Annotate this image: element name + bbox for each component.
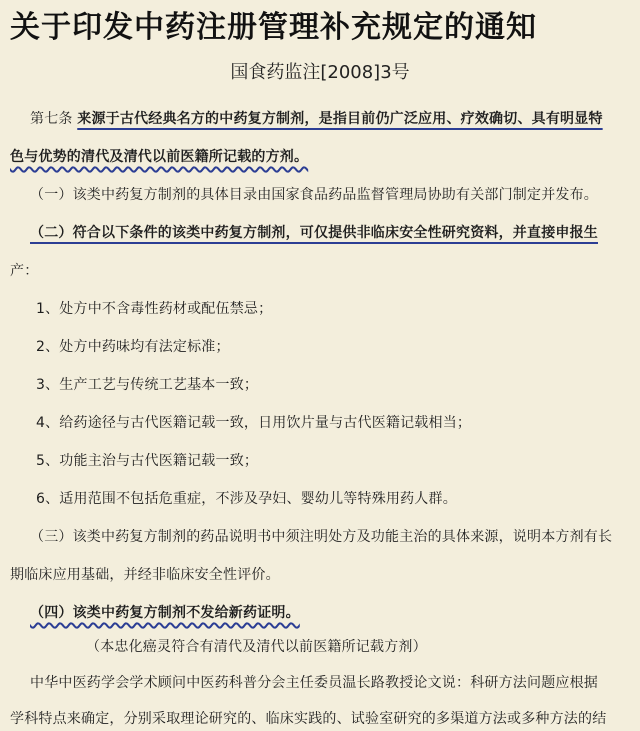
condition-1: 1、处方中不含毒性药材或配伍禁忌； [36, 301, 273, 317]
article7-prefix: 第七条 [30, 111, 78, 127]
condition-4: 4、给药途径与古代医籍记载一致，日用饮片量与古代医籍记载相当； [36, 415, 472, 431]
document-title: 关于印发中药注册管理补充规定的通知 [10, 10, 537, 45]
quote-line2: 学科特点来确定，分别采取理论研究的、临床实践的、试验室研究的多渠道方法或多种方法的结 [10, 711, 607, 727]
article7-main: 来源于古代经典名方的中药复方制剂，是指目前仍广泛应用、疗效确切、具有明显特 [77, 111, 603, 127]
article7-line1 [30, 108, 603, 128]
item3-line1: （三）该类中药复方制剂的药品说明书中须注明处方及功能主治的具体来源，说明本方剂有长 [30, 529, 613, 545]
item2-line1: （二）符合以下条件的该类中药复方制剂，可仅提供非临床安全性研究资料，并直接申报生 [30, 225, 598, 241]
article7-line2: 色与优势的清代及清代以前医籍所记载的方剂。 [10, 149, 309, 165]
condition-2: 2、处方中药味均有法定标准； [36, 339, 230, 355]
condition-3: 3、生产工艺与传统工艺基本一致； [36, 377, 259, 393]
item3-line2: 期临床应用基础，并经非临床安全性评价。 [10, 567, 280, 583]
condition-5: 5、功能主治与古代医籍记载一致； [36, 453, 259, 469]
item1: （一）该类中药复方制剂的具体目录由国家食品药品监督管理局协助有关部门制定并发布。 [30, 187, 598, 203]
quote-line1: 中华中医药学会学术顾问中医药科普分会主任委员温长路教授论文说：科研方法问题应根据 [30, 675, 598, 691]
note: （本忠化癌灵符合有清代及清代以前医籍所记载方剂） [86, 639, 427, 655]
item2-line2: 产： [10, 263, 39, 279]
item4: （四）该类中药复方制剂不发给新药证明。 [30, 605, 300, 621]
condition-6: 6、适用范围不包括危重症，不涉及孕妇、婴幼儿等特殊用药人群。 [36, 491, 457, 507]
document-number: 国食药监注[2008]3号 [230, 62, 410, 83]
